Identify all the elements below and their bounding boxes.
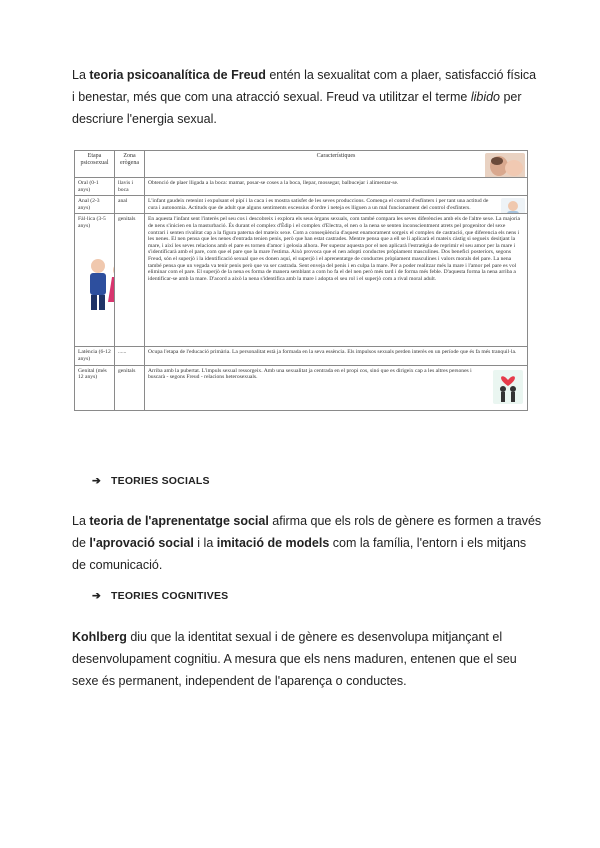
intro-text: entén la sexualitat com a plaer, satisfacció física i benestar, més que com una atracció sexual. Freud va utilitzar el terme — [72, 68, 537, 104]
table-row — [75, 365, 528, 410]
stage-label: Fàl·lica (3-5 anys) — [78, 216, 106, 229]
characteristics-cell — [145, 196, 528, 214]
table-row — [75, 347, 528, 365]
cognitive-text: diu que la identitat sexual i de gènere es desenvolupa mitjançant el desenvolupament cognitiu. A mesura que els nens maduren, entenen que el seu sexe és permanent, independent de l'aparença o conductes. — [72, 630, 517, 688]
header-zone: Zona erògena — [115, 151, 145, 178]
zone-cell: llavis i boca — [115, 178, 145, 196]
social-text: com la família, l'entorn i els mitjans de comunicació. — [72, 536, 527, 572]
section-title: TEORIES SOCIALS — [111, 475, 210, 487]
social-approval-term: l'aprovació social — [89, 536, 194, 550]
kohlberg-term: Kohlberg — [72, 630, 127, 644]
social-theory-paragraph — [72, 510, 542, 576]
characteristics-cell: Obtenció de plaer lligada a la boca: mamar, posar-se coses a la boca, llepar, mossegar, balbucejar i alimentar-se. — [145, 178, 528, 196]
stage-cell — [75, 214, 115, 347]
social-learning-term: teoria de l'aprenentatge social — [89, 514, 269, 528]
psychosexual-stages-table — [74, 150, 528, 411]
characteristics-text: Arriba amb la pubertat. L'impuls sexual ressorgeix. Amb una sexualitat ja centrada en el propi cos, sinó que es dirigeix cap a les altres persones i buscarà - segons Freud - relacions heterosexuals. — [148, 367, 472, 381]
intro-paragraph — [72, 64, 542, 130]
section-heading-social — [92, 475, 210, 487]
baby-feeding-image — [485, 153, 525, 178]
characteristics-cell — [145, 365, 528, 410]
zone-cell: anal — [115, 196, 145, 214]
intro-text: La — [72, 68, 90, 82]
model-imitation-term: imitació de models — [216, 536, 330, 550]
social-text: La — [72, 514, 90, 528]
table-row — [75, 196, 528, 214]
teen-couple-heart-image — [493, 370, 523, 404]
section-title: TEORIES COGNITIVES — [111, 590, 229, 602]
table-row — [75, 214, 528, 347]
baby-potty-image — [501, 198, 525, 214]
social-text: afirma que els rols de gènere es formen a través de — [72, 514, 542, 550]
stage-cell: Anal (2-3 anys) — [75, 196, 115, 214]
zone-cell: genitals — [115, 214, 145, 347]
libido-term: libido — [470, 90, 500, 104]
zone-cell: ...... — [115, 347, 145, 365]
stage-cell: Genital (més 12 anys) — [75, 365, 115, 410]
table-row — [75, 178, 528, 196]
header-characteristics-label: Característiques — [316, 153, 356, 159]
table-header-row — [75, 151, 528, 178]
section-heading-cognitive — [92, 590, 228, 602]
arrow-right-icon: ➔ — [92, 475, 101, 487]
characteristics-text: L'infant gaudeix retenint i expulsant el pipí i la caca i es mostra satisfet de les seves produccions. Comença el control d'esfínters i per tant una actitud de cura i autonomia. Actituds que de adult que alguns sentiments excessius d'ordre i neteja es lliguen a un mal funcionament del control d'esfínters. — [148, 198, 489, 211]
zone-cell: genitals — [115, 365, 145, 410]
intro-text: per descriure l'energia sexual. — [72, 90, 522, 126]
children-couple-image — [78, 254, 115, 312]
header-stage: Etapa psicosexual — [75, 151, 115, 178]
social-text: i la — [193, 536, 217, 550]
characteristics-cell: En aquesta l'infant sent l'interès pel seu cos i descobreix i explora els seus òrgans sexuals, com també compara les seves diferències amb els de l'altre sexe. La majoria de nens s'inicien en la masturbació. És durant el complex d'Èdip i el complex d'Electra, el nen o la nena se senten inconscientment atrets pel progenitor del sexe contrari i senten rivalitat cap a la figura paterna del mateix sexe. Com a conseqüència d'aquest enamorament sorgeix el complex de castració, que diferencia els nens i les nenes. El nen pensa que les nenes d'entrada tenien penis, però que han estat castrades. Mentre pensa que a ell se li aplicarà el mateix càstig si segueix desitjant la mare, i així les seves relacions amb el pare es tornen d'amor i gelosia alhora. Per superar aquesta por el nen aplicarà l'estratègia de reprimir el seu amor per la mare i s'identificarà amb el pare, com que el pare que la mare l'estima. Això provoca que el nen adopti conductes pròpiament masculines. Dos benefici posteriors, segons Freud, són el superjò i la identificació sexual que es donen aquí, el superjò i el aprenentatge de conductes pròpiament masculines i valors morals del pare. La nena també pensa que un vegada va tenir penis però que va ser castrada. Sent enveja del penis i en culpa la mare. Per a poder realitzar més la mare i l'amor pel pare es vol eliminar com el pare. El superjò de la nena es forma de manera semblant a com ho fa el del nen però més tard i de forma més feble. D'aquesta forma la nena arriba a identificar-se amb la mare. D'acord a això la nena s'identifica amb la mare i adopta el seu rol i el superjò com a rival moral adult. — [145, 214, 528, 347]
header-characteristics — [145, 151, 528, 178]
stage-cell: Oral (0-1 anys) — [75, 178, 115, 196]
characteristics-cell: Ocupa l'etapa de l'educació primària. La personalitat està ja formada en la seva essència. Els impulsos sexuals perden interès en un període que és fa més tranquil·la. — [145, 347, 528, 365]
freud-theory-term: teoria psicoanalítica de Freud — [89, 68, 266, 82]
cognitive-theory-paragraph — [72, 626, 542, 692]
arrow-right-icon: ➔ — [92, 590, 101, 602]
stage-cell: Latència (6-12 anys) — [75, 347, 115, 365]
